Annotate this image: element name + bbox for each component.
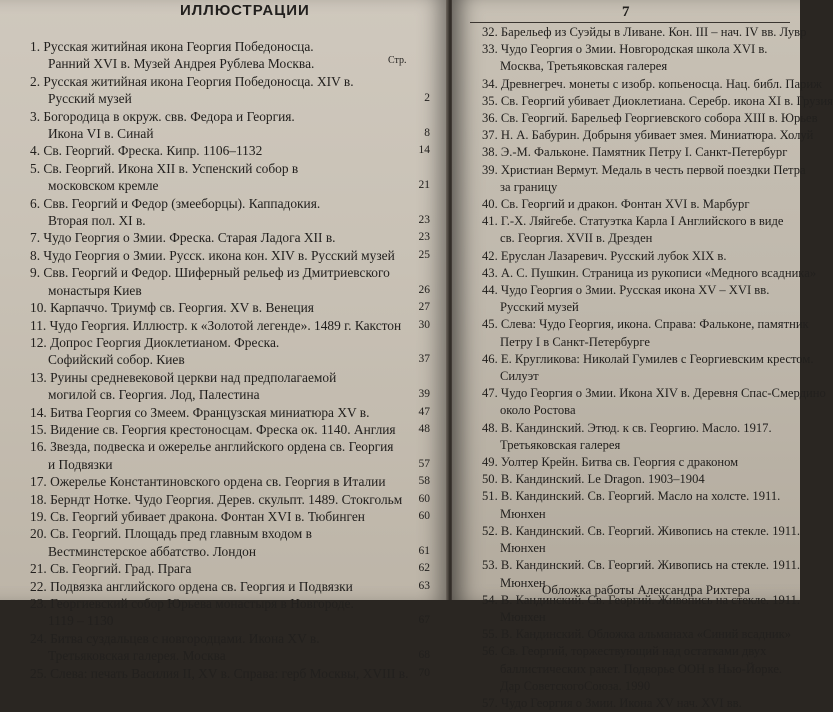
entry-title: 24. Битва суздальцев с новгородцами. Икона XV в. — [30, 630, 320, 646]
entry-title: 51. В. Кандинский. Св. Георгий. Масло на холсте. 1911. — [482, 489, 781, 504]
entry-continuation: московском кремле — [48, 178, 159, 194]
entry-page-number: 23 — [418, 231, 430, 244]
entry-title: 53. В. Кандинский. Св. Георгий. Живопись на стекле. 1911. — [482, 558, 801, 573]
entry-title: 23. Георгиевский собор Юрьева монастыря в Новгороде. — [30, 596, 354, 611]
illustration-list-continued — [482, 24, 833, 712]
entry-title: 8. Чудо Георгия о Змии. Русск. икона кон. XIV в. Русский музей — [30, 247, 395, 263]
entry-page-number: 62 — [418, 562, 430, 575]
entry-continuation: Петру I в Санкт-Петербурге — [500, 334, 650, 349]
list-item — [482, 385, 826, 419]
entry-title: 4. Св. Георгий. Фреска. Кипр. 1106–1132 — [30, 143, 263, 159]
entry-continuation: Русский музей — [48, 91, 132, 107]
entry-title: 39. Христиан Вермут. Медаль в честь первой поездки Петра — [482, 162, 806, 177]
entry-continuation: баллистических ракет. Подворье ООН в Нью-Йорке. — [500, 661, 783, 676]
entry-page-number: 21 — [418, 179, 430, 192]
entry-title: 5. Св. Георгий. Икона XII в. Успенский собор в — [30, 160, 299, 176]
list-item — [30, 525, 430, 560]
list-item — [482, 626, 812, 643]
entry-page-number: 70 — [418, 666, 430, 679]
entry-page-number: 2 — [424, 92, 430, 105]
page-column-label: Стр. — [388, 55, 407, 66]
entry-continuation: Москва, Третьяковская галерея — [500, 59, 668, 74]
list-item — [30, 317, 430, 334]
entry-title: 36. Св. Георгий. Барельеф Георгиевского собора XIII в. Юрьев — [482, 111, 818, 126]
list-item — [30, 142, 430, 159]
list-item — [30, 195, 430, 230]
entry-title: 14. Битва Георгия со Змеем. Французская миниатюра XV в. — [30, 404, 370, 420]
entry-page-number: 14 — [418, 144, 430, 157]
entry-title: 3. Богородица в окруж. свв. Федора и Георгия. — [30, 108, 295, 124]
entry-title: 32. Барельеф из Суэйды в Ливане. Кон. III – нач. IV вв. Лувр — [482, 25, 807, 39]
entry-title: 22. Подвязка английского ордена св. Георгия и Подвязки — [30, 578, 353, 594]
entry-title: 25. Слева: печать Василия II, XV в. Справа: герб Москвы, XVIII в. — [30, 665, 409, 681]
list-item — [30, 595, 430, 630]
entry-continuation: Ранний XVI в. Музей Андрея Рублева Москва. — [48, 56, 315, 72]
entry-title: 42. Еруслан Лазаревич. Русский лубок XIX в. — [482, 248, 727, 263]
entry-continuation: Мюнхен — [500, 541, 546, 556]
list-item — [482, 76, 822, 93]
entry-title: 1. Русская житийная икона Георгия Победоносца. — [30, 39, 314, 54]
page-header: ИЛЛЮСТРАЦИИ — [180, 2, 310, 19]
entry-title: 2. Русская житийная икона Георгия Победоносца. XIV в. — [30, 73, 354, 89]
list-item — [482, 127, 812, 144]
entry-continuation: Третьяковская галерея. Москва — [48, 648, 226, 664]
entry-page-number: 67 — [418, 614, 430, 627]
entry-continuation: Дар СоветскогоСоюза. 1990 — [500, 678, 651, 693]
entry-title: 46. Е. Кругликова: Николай Гумилев с Георгиевским крестом. — [482, 351, 814, 366]
list-item — [30, 630, 430, 665]
list-item — [30, 369, 430, 404]
entry-title: 12. Допрос Георгия Диоклетианом. Фреска. — [30, 334, 280, 350]
list-item — [482, 144, 812, 161]
list-item — [30, 560, 430, 577]
entry-title: 21. Св. Георгий. Град. Прага — [30, 561, 192, 577]
list-item — [482, 351, 812, 385]
entry-continuation: Русский музей — [500, 300, 579, 315]
list-item — [30, 38, 430, 73]
list-item — [30, 334, 430, 369]
header-rule — [470, 22, 790, 23]
list-item — [482, 488, 812, 522]
list-item — [30, 578, 430, 595]
entry-title: 7. Чудо Георгия о Змии. Фреска. Старая Ладога XII в. — [30, 230, 336, 246]
illustration-list — [30, 38, 430, 682]
entry-title: 45. Слева: Чудо Георгия, икона. Справа: Фальконе, памятник — [482, 317, 809, 332]
list-item — [30, 73, 430, 108]
entry-title: 18. Берндт Нотке. Чудо Георгия. Дерев. скульпт. 1489. Стокгольм — [30, 491, 403, 507]
entry-title: 38. Э.-М. Фальконе. Памятник Петру I. Санкт-Петербург — [482, 145, 788, 160]
list-item — [482, 454, 812, 471]
entry-page-number: 47 — [418, 405, 430, 418]
entry-page-number: 60 — [418, 509, 430, 522]
entry-continuation: Софийский собор. Киев — [48, 352, 185, 368]
entry-page-number: 60 — [418, 492, 430, 505]
entry-title: 47. Чудо Георгия о Змии. Икона XIV в. Деревня Спас-Смердино — [482, 386, 826, 401]
list-item — [482, 41, 812, 75]
list-item — [482, 695, 812, 712]
entry-continuation: св. Георгия. XVII в. Дрезден — [500, 231, 653, 246]
list-item — [30, 665, 430, 682]
entry-title: 20. Св. Георгий. Площадь пред главным входом в — [30, 526, 312, 542]
list-item — [482, 110, 818, 127]
entry-title: 15. Видение св. Георгия крестоносцам. Фреска ок. 1140. Англия — [30, 421, 396, 437]
list-item — [30, 299, 430, 316]
entry-title: 6. Свв. Георгий и Федор (змееборцы). Каппадокия. — [30, 195, 321, 211]
list-item — [482, 420, 812, 454]
entry-title: 19. Св. Георгий убивает дракона. Фонтан XVI в. Тюбинген — [30, 508, 365, 524]
list-item — [482, 248, 812, 265]
list-item — [482, 523, 812, 557]
list-item — [30, 229, 430, 246]
list-item — [30, 508, 430, 525]
list-item — [30, 108, 430, 143]
entry-page-number: 68 — [418, 649, 430, 662]
entry-title: 13. Руины средневековой церкви над предполагаемой — [30, 369, 337, 385]
entry-page-number: 30 — [418, 318, 430, 331]
entry-page-number: 48 — [418, 422, 430, 435]
list-item — [482, 162, 812, 196]
entry-title: 10. Карпаччо. Триумф св. Георгия. XV в. Венеция — [30, 300, 314, 316]
entry-title: 49. Уолтер Крейн. Битва св. Георгия с драконом — [482, 455, 739, 470]
list-item — [30, 404, 430, 421]
entry-continuation: Мюнхен — [500, 609, 546, 624]
entry-continuation: и Подвязки — [48, 456, 113, 472]
entry-page-number: 26 — [418, 283, 430, 296]
entry-page-number: 25 — [418, 248, 430, 261]
entry-title: 57. Чудо Георгия о Змии. Икона XV нач. XVI вв. — [482, 695, 742, 710]
entry-continuation: Мюнхен — [500, 506, 546, 521]
entry-page-number: 61 — [418, 544, 430, 557]
entry-title: 16. Звезда, подвеска и ожерелье английского ордена св. Георгия — [30, 439, 394, 455]
entry-page-number: 58 — [418, 475, 430, 488]
list-item — [482, 282, 812, 316]
list-item — [30, 247, 430, 264]
entry-title: 37. Н. А. Бабурин. Добрыня убивает змея. Миниатюра. Холуй — [482, 128, 814, 143]
entry-title: 55. В. Кандинский. Обложка альманаха «Синий всадник» — [482, 627, 792, 642]
list-item — [482, 93, 833, 110]
entry-page-number: 57 — [418, 457, 430, 470]
right-page — [452, 0, 833, 710]
entry-continuation: Силуэт — [500, 369, 539, 384]
list-item — [30, 438, 430, 473]
entry-continuation: Вестминстерское аббатство. Лондон — [48, 543, 257, 559]
entry-continuation: за границу — [500, 179, 558, 194]
entry-title: 9. Свв. Георгий и Федор. Шиферный рельеф из Дмитриевского — [30, 265, 390, 281]
list-item — [30, 264, 430, 299]
list-item — [482, 196, 812, 213]
list-item — [482, 213, 812, 247]
list-item — [482, 24, 812, 41]
entry-continuation: Третьяковская галерея — [500, 437, 621, 452]
entry-continuation: Вторая пол. XI в. — [48, 213, 146, 229]
entry-title: 35. Св. Георгий убивает Диоклетиана. Серебр. икона XI в. Грузия — [482, 93, 833, 108]
entry-title: 34. Древнегреч. монеты с изобр. копьеносца. Нац. библ. Париж — [482, 76, 822, 91]
entry-title: 54. В. Кандинский. Св. Георгий. Живопись на стекле. 1911. — [482, 592, 801, 607]
list-item — [482, 316, 812, 350]
entry-continuation: монастыря Киев — [48, 282, 142, 298]
cover-credit: Обложка работы Александра Рихтера — [542, 582, 750, 597]
entry-continuation: Икона VI в. Синай — [48, 126, 154, 142]
list-item — [30, 421, 430, 438]
entry-title: 11. Чудо Георгия. Иллюстр. к «Золотой легенде». 1489 г. Какстон — [30, 317, 402, 333]
entry-page-number: 8 — [424, 127, 430, 140]
entry-continuation: Мюнхен — [500, 575, 546, 590]
entry-title: 43. А. С. Пушкин. Страница из рукописи «Медного всадника» — [482, 265, 817, 280]
list-item — [30, 491, 430, 508]
entry-continuation: около Ростова — [500, 403, 576, 418]
entry-title: 40. Св. Георгий и дракон. Фонтан XVI в. Марбург — [482, 197, 750, 212]
entry-title: 44. Чудо Георгия о Змии. Русская икона XV – XVI вв. — [482, 283, 770, 298]
entry-title: 52. В. Кандинский. Св. Георгий. Живопись на стекле. 1911. — [482, 523, 801, 538]
entry-title: 33. Чудо Георгия о Змии. Новгородская школа XVI в. — [482, 42, 768, 57]
list-item — [482, 471, 812, 488]
entry-continuation: могилой св. Георгия. Лод, Палестина — [48, 387, 260, 403]
entry-page-number: 37 — [418, 353, 430, 366]
entry-page-number: 63 — [418, 579, 430, 592]
list-item — [30, 160, 430, 195]
entry-title: 41. Г.-Х. Ляйгебе. Статуэтка Карла I Английского в виде — [482, 214, 784, 229]
entry-continuation: 1119 – 1130 — [48, 613, 114, 629]
list-item — [482, 643, 812, 695]
entry-title: 56. Св. Георгий, торжествующий над остатками двух — [482, 644, 767, 659]
entry-title: 50. В. Кандинский. Le Dragon. 1903–1904 — [482, 472, 705, 487]
entry-page-number: 27 — [418, 301, 430, 314]
entry-page-number: 39 — [418, 388, 430, 401]
entry-title: 48. В. Кандинский. Этюд. к св. Георгию. Масло. 1917. — [482, 420, 772, 435]
page-number: 7 — [622, 4, 630, 20]
entry-title: 17. Ожерелье Константиновского ордена св. Георгия в Италии — [30, 474, 386, 490]
list-item — [482, 265, 817, 282]
entry-page-number: 23 — [418, 214, 430, 227]
list-item — [30, 473, 430, 490]
